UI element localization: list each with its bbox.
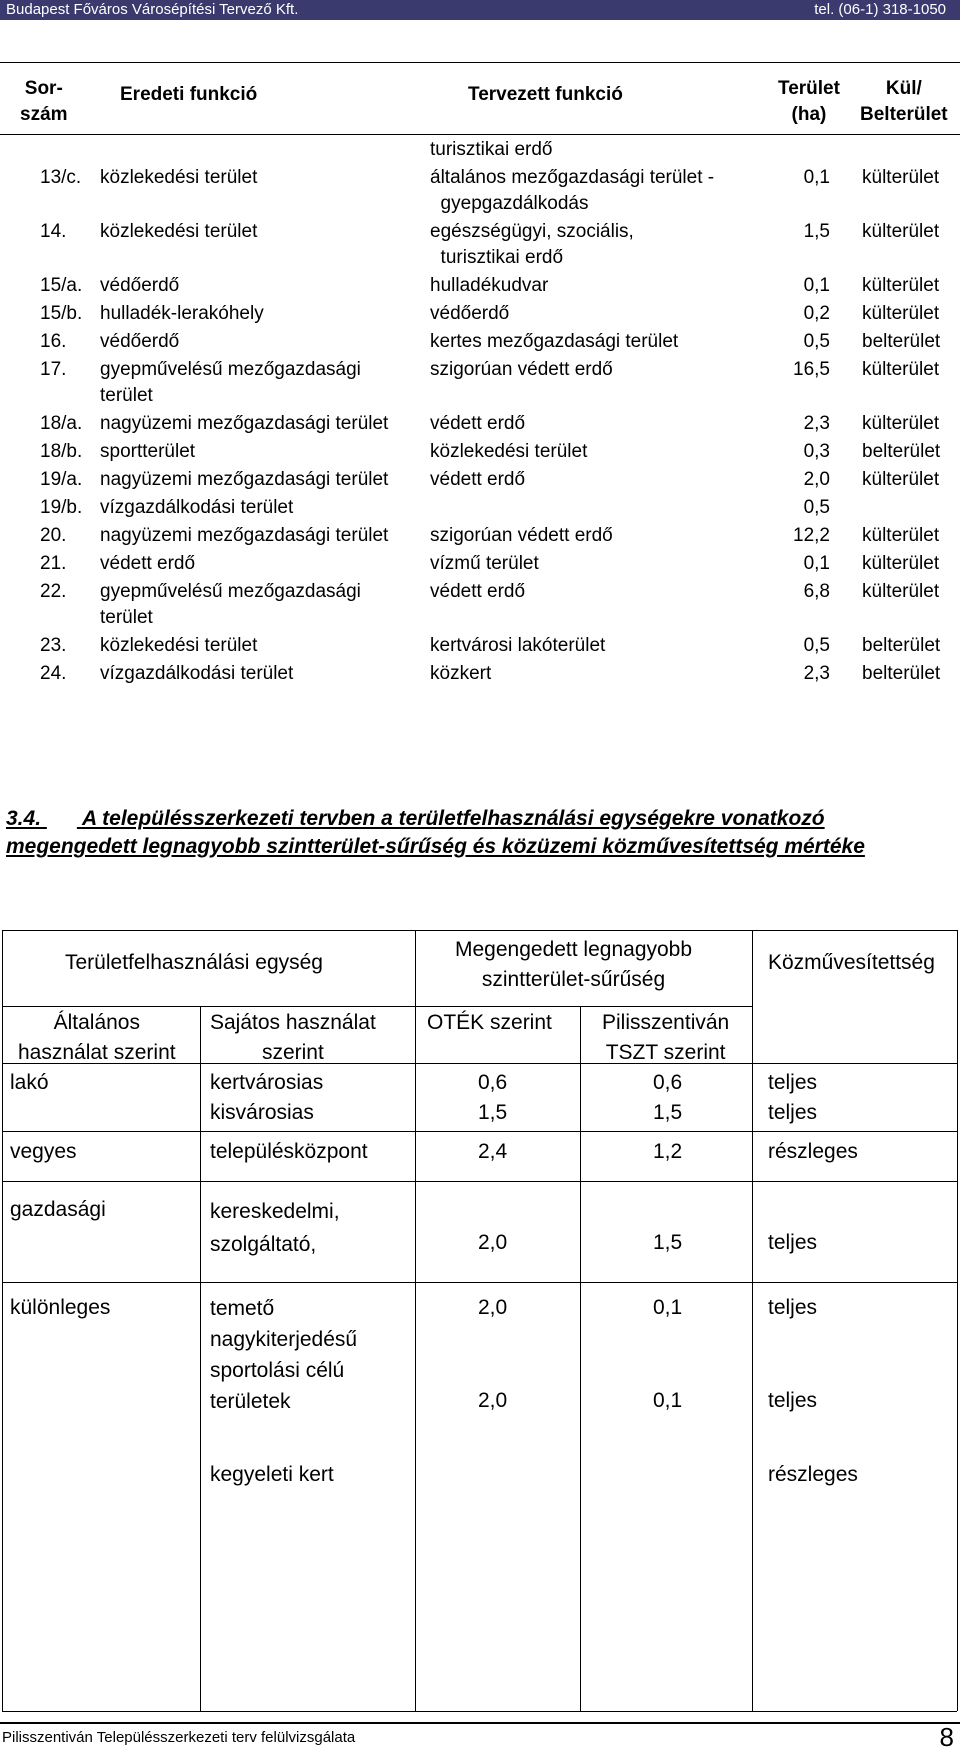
table2-row-rule-3 <box>2 1282 957 1283</box>
head-specific: Sajátos használat szerint <box>210 1011 376 1064</box>
row-original-function: közlekedési terület <box>100 221 258 242</box>
row-number: 19/b. <box>40 497 83 518</box>
head-unit: Területfelhasználási egység <box>65 951 323 974</box>
row-number: 14. <box>40 221 67 242</box>
row-number: 22. <box>40 581 67 602</box>
row-planned-function: védett erdő <box>430 469 526 490</box>
col-header-terulet: Terület (ha) <box>778 78 840 125</box>
row-vegyes-specific: településközpont <box>210 1140 368 1163</box>
row-planned-function: kertvárosi lakóterület <box>430 635 606 656</box>
table2-left-border <box>2 930 3 1711</box>
col-header-tervezett: Tervezett funkció <box>468 84 623 105</box>
row-number: 18/b. <box>40 441 83 462</box>
row-number: 23. <box>40 635 67 656</box>
row-zone: külterület <box>862 359 940 380</box>
row-zone: külterület <box>862 221 940 242</box>
table2-col-divider-3 <box>580 1006 581 1711</box>
row-number: 19/a. <box>40 469 83 490</box>
row-zone: külterület <box>862 581 940 602</box>
row-number: 13/c. <box>40 167 82 188</box>
row-planned-function: szigorúan védett erdő <box>430 359 613 380</box>
row-planned-function: kertes mezőgazdasági terület <box>430 331 679 352</box>
row-planned-function: védett erdő <box>430 581 526 602</box>
row-planned-function: vízmű terület <box>430 553 539 574</box>
col-header-sorszam: Sor- szám <box>20 78 68 125</box>
row-area: 0,3 <box>803 441 830 462</box>
row-kulonleges-tszt-b: 0,1 <box>653 1389 683 1412</box>
row-kulonleges-general: különleges <box>10 1296 111 1319</box>
row-planned-function: közkert <box>430 663 492 684</box>
row-original-function: gyepművelésű mezőgazdasági terület <box>100 359 361 406</box>
row-zone: belterület <box>862 441 941 462</box>
table2-subheader-rule <box>2 1006 752 1007</box>
row-area: 2,3 <box>803 663 830 684</box>
row-zone: belterület <box>862 663 941 684</box>
row-area: 16,5 <box>793 359 830 380</box>
row-kulonleges-utility-b: teljes <box>768 1389 818 1412</box>
row-original-function: vízgazdálkodási terület <box>100 663 294 684</box>
row-vegyes-general: vegyes <box>10 1140 77 1163</box>
row-lako-otek: 0,6 1,5 <box>478 1071 508 1124</box>
table2-col-divider-1 <box>200 1006 201 1711</box>
head-tszt: Pilisszentiván TSZT szerint <box>602 1011 730 1064</box>
row-planned-function: turisztikai erdő <box>430 139 553 160</box>
col-header-kul-bel: Kül/ Belterület <box>860 78 948 125</box>
row-planned-function: egészségügyi, szociális, turisztikai erdő <box>430 221 634 268</box>
row-original-function: hulladék-lerakóhely <box>100 303 264 324</box>
row-area: 2,3 <box>803 413 830 434</box>
table2-right-border <box>957 930 958 1711</box>
row-number: 20. <box>40 525 67 546</box>
row-area: 0,5 <box>803 331 830 352</box>
table1-top-rule <box>0 62 960 63</box>
row-zone: külterület <box>862 275 940 296</box>
row-gazdasagi-general: gazdasági <box>10 1198 106 1221</box>
row-area: 2,0 <box>803 469 830 490</box>
row-original-function: nagyüzemi mezőgazdasági terület <box>100 525 389 546</box>
row-zone: külterület <box>862 167 940 188</box>
row-area: 0,1 <box>803 167 830 188</box>
row-planned-function: hulladékudvar <box>430 275 549 296</box>
row-zone: külterület <box>862 553 940 574</box>
row-original-function: védett erdő <box>100 553 196 574</box>
row-lako-tszt: 0,6 1,5 <box>653 1071 683 1124</box>
row-number: 18/a. <box>40 413 83 434</box>
table2-bottom-rule <box>2 1711 957 1712</box>
row-original-function: védőerdő <box>100 275 180 296</box>
section-number: 3.4. <box>6 807 42 830</box>
row-gazdasagi-specific: kereskedelmi, szolgáltató, <box>210 1200 340 1256</box>
row-planned-function: védett erdő <box>430 413 526 434</box>
row-planned-function: közlekedési terület <box>430 441 588 462</box>
header-phone: tel. (06-1) 318-1050 <box>814 1 946 18</box>
row-area: 0,5 <box>803 497 830 518</box>
page-number: 8 <box>939 1722 954 1752</box>
table1-header-rule <box>0 134 960 135</box>
row-kulonleges-utility-a: teljes <box>768 1296 818 1319</box>
row-area: 0,1 <box>803 275 830 296</box>
row-area: 6,8 <box>803 581 830 602</box>
row-planned-function: szigorúan védett erdő <box>430 525 613 546</box>
row-area: 1,5 <box>803 221 830 242</box>
head-otek: OTÉK szerint <box>427 1011 552 1034</box>
row-zone: belterület <box>862 331 941 352</box>
head-general: Általános használat szerint <box>18 1011 176 1064</box>
footer-document-title: Pilisszentiván Településszerkezeti terv felülvizsgálata <box>2 1729 356 1746</box>
row-zone: külterület <box>862 469 940 490</box>
row-original-function: védőerdő <box>100 331 180 352</box>
row-original-function: nagyüzemi mezőgazdasági terület <box>100 469 389 490</box>
table2-col-divider-2 <box>415 930 416 1711</box>
row-original-function: vízgazdálkodási terület <box>100 497 294 518</box>
row-number: 15/b. <box>40 303 83 324</box>
row-number: 17. <box>40 359 67 380</box>
header-company: Budapest Főváros Városépítési Tervező Kft. <box>6 1 299 18</box>
table2-row-rule-2 <box>2 1181 957 1182</box>
row-kulonleges-otek-b: 2,0 <box>478 1389 508 1412</box>
row-kulonleges-tszt-a: 0,1 <box>653 1296 683 1319</box>
row-number: 15/a. <box>40 275 83 296</box>
row-kulonleges-otek-a: 2,0 <box>478 1296 508 1319</box>
row-lako-utility: teljes teljes <box>768 1071 818 1124</box>
row-area: 0,1 <box>803 553 830 574</box>
row-number: 16. <box>40 331 67 352</box>
row-kulonleges-specific-b: kegyeleti kert <box>210 1463 334 1486</box>
row-planned-function: védőerdő <box>430 303 510 324</box>
row-planned-function: általános mezőgazdasági terület - gyepgazdálkodás <box>430 167 715 214</box>
table2-top-rule <box>2 930 957 931</box>
footer-rule <box>0 1722 960 1724</box>
row-zone: külterület <box>862 303 940 324</box>
row-lako-specific: kertvárosias kisvárosias <box>210 1071 324 1124</box>
section-heading <box>6 805 951 861</box>
row-gazdasagi-utility: teljes <box>768 1231 818 1254</box>
row-gazdasagi-tszt: 1,5 <box>653 1231 683 1254</box>
row-number: 24. <box>40 663 67 684</box>
row-area: 0,2 <box>803 303 830 324</box>
section-title: A településszerkezeti tervben a területfelhasználási egységekre vonatkozó megengedett legnagyobb szintterület-sűrűség és közüzemi közművesítettség mértéke <box>6 807 865 858</box>
row-kulonleges-utility-c: részleges <box>768 1463 858 1486</box>
table2-row-rule-1 <box>2 1131 957 1132</box>
row-zone: külterület <box>862 525 940 546</box>
row-vegyes-otek: 2,4 <box>478 1140 508 1163</box>
row-zone: belterület <box>862 635 941 656</box>
row-number: 21. <box>40 553 67 574</box>
row-original-function: sportterület <box>100 441 196 462</box>
head-density: Megengedett legnagyobb szintterület-sűrűség <box>455 938 693 991</box>
row-zone: külterület <box>862 413 940 434</box>
row-original-function: közlekedési terület <box>100 635 258 656</box>
row-area: 0,5 <box>803 635 830 656</box>
row-original-function: nagyüzemi mezőgazdasági terület <box>100 413 389 434</box>
row-vegyes-utility: részleges <box>768 1140 858 1163</box>
row-area: 12,2 <box>793 525 830 546</box>
table2-col-divider-4 <box>752 930 753 1711</box>
row-lako-general: lakó <box>10 1071 49 1094</box>
row-vegyes-tszt: 1,2 <box>653 1140 683 1163</box>
head-utility: Közművesítettség <box>768 951 935 974</box>
row-original-function: közlekedési terület <box>100 167 258 188</box>
row-gazdasagi-otek: 2,0 <box>478 1231 508 1254</box>
row-original-function: gyepművelésű mezőgazdasági terület <box>100 581 361 628</box>
col-header-eredeti: Eredeti funkció <box>120 84 258 105</box>
row-kulonleges-specific-a: temető nagykiterjedésű sportolási célú területek <box>210 1297 358 1413</box>
